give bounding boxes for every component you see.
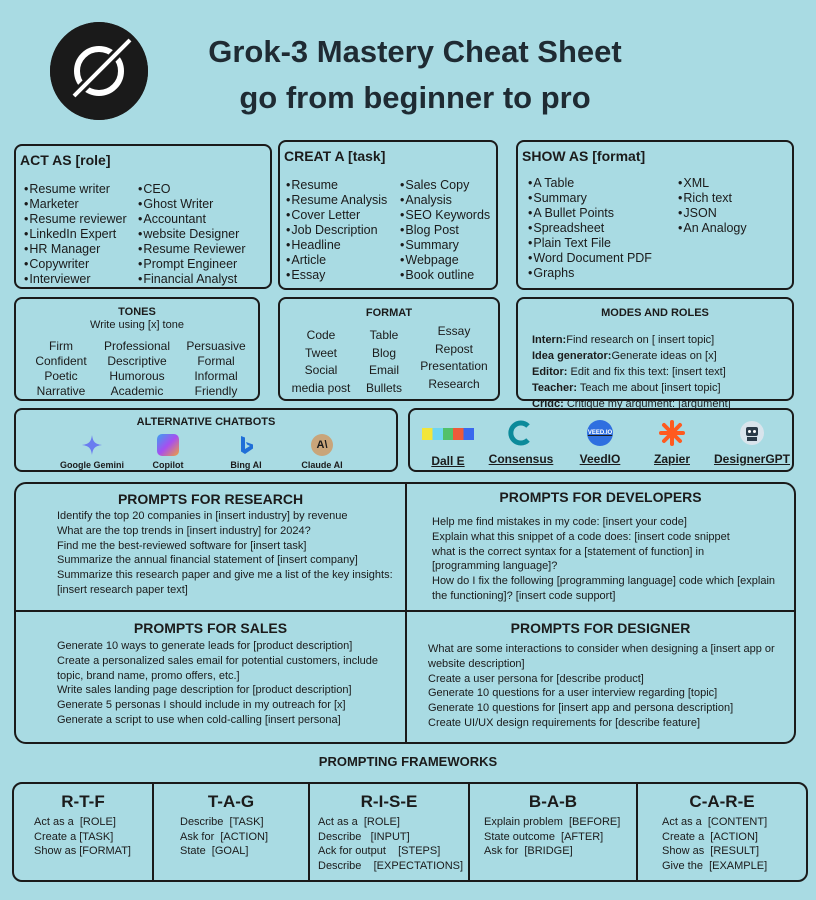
list-item: Repost	[434, 341, 474, 356]
page-subtitle: go from beginner to pro	[239, 80, 591, 115]
show-as-box	[516, 140, 794, 290]
act-as-col1	[24, 182, 127, 287]
chatbot-gemini[interactable]	[52, 434, 132, 470]
list-item: • website Designer	[138, 227, 246, 242]
act-as-col2	[138, 182, 246, 287]
developers-title: PROMPTS FOR DEVELOPERS	[499, 489, 702, 505]
format-title: FORMAT	[365, 307, 413, 319]
list-item: Tweet	[304, 345, 337, 360]
dalle-icon	[422, 428, 474, 440]
list-item: Academic	[110, 384, 164, 398]
list-item: Email	[368, 363, 399, 377]
list-item: Descriptive	[107, 354, 167, 368]
designer-title: PROMPTS FOR DESIGNER	[510, 620, 691, 636]
list-item: • XML	[678, 176, 747, 191]
tool-designergpt[interactable]	[712, 420, 792, 466]
research-title: PROMPTS FOR RESEARCH	[117, 491, 304, 507]
tools-box	[408, 408, 794, 472]
frameworks-box	[12, 782, 808, 882]
tool-zapier[interactable]	[644, 420, 700, 466]
list-item: Help me find mistakes in my code: [insert your code]	[432, 516, 687, 528]
list-item: Generate 5 personas I should include in my outreach for [x]	[57, 699, 346, 712]
list-item: What are some interactions to consider when designing a [insert app or	[428, 643, 775, 655]
list-item: Humorous	[109, 369, 165, 383]
bing-icon	[235, 434, 257, 456]
page-title: Grok-3 Mastery Cheat Sheet	[208, 34, 622, 69]
list-item: Find me the best-reviewed software for [insert task]	[57, 539, 307, 552]
list-item: • Resume	[286, 178, 387, 193]
grok-logo-icon	[50, 22, 148, 120]
tool-veedio[interactable]	[572, 420, 628, 466]
chatbot-label: Google Gemini	[59, 460, 124, 470]
list-item: Firm	[49, 339, 73, 353]
show-as-col2	[678, 176, 747, 236]
list-item: • SEO Keywords	[400, 208, 490, 223]
list-item: • Ghost Writer	[138, 197, 246, 212]
framework-name: B-A-B	[528, 792, 578, 811]
list-item: Generate 10 ways to generate leads for [product description]	[57, 640, 353, 652]
list-item: • Resume reviewer	[24, 212, 127, 227]
act-as-title: ACT AS [role]	[20, 152, 111, 168]
framework-lines: Act as a [ROLE] Create a [TASK] Show as [FORMAT]	[34, 816, 131, 857]
list-item: Summarize the annual financial statement of [insert company]	[57, 554, 358, 567]
list-item: • Copywriter	[24, 257, 127, 272]
designergpt-icon	[739, 420, 765, 446]
list-item: Intern:Find research on [ insert topic]	[532, 334, 715, 346]
framework-lines: Explain problem [BEFORE] State outcome [AFTER] Ask for [BRIDGE]	[484, 816, 621, 857]
list-item: Create a user persona for [describe product]	[428, 672, 644, 685]
zapier-icon	[659, 420, 685, 446]
list-item: Poetic	[44, 369, 78, 383]
framework-name: T-A-G	[207, 792, 255, 811]
list-item: • Financial Analyst	[138, 272, 246, 287]
list-item: Friendly	[194, 384, 238, 398]
claude-icon: A\	[311, 434, 333, 456]
framework-rise	[310, 784, 470, 880]
research-prompts	[57, 509, 397, 598]
designer-prompts	[428, 642, 788, 731]
tones-col1	[26, 339, 96, 399]
act-as-box	[14, 144, 272, 289]
list-item: Editor: Edit and fix this text: [insert text]	[532, 366, 726, 378]
format-col1	[286, 327, 356, 397]
list-item: • Sales Copy	[400, 178, 490, 193]
framework-lines: Act as a [CONTENT] Create a [ACTION] Show as [RESULT] Give the [EXAMPLE]	[662, 816, 768, 872]
chatbot-bing[interactable]	[206, 434, 286, 470]
list-item: • HR Manager	[24, 242, 127, 257]
list-item: Essay	[437, 324, 471, 338]
list-item: • Headline	[286, 238, 387, 253]
create-a-box	[278, 140, 498, 290]
gemini-icon	[81, 434, 103, 456]
list-item: Persuasive	[186, 339, 246, 353]
list-item: • Prompt Engineer	[138, 257, 246, 272]
consensus-icon	[508, 420, 534, 446]
chatbot-claude[interactable]	[282, 434, 362, 470]
chatbot-label: Copilot	[152, 460, 184, 470]
list-item: • JSON	[678, 206, 747, 221]
tones-col3	[180, 339, 252, 399]
list-item: Generate 10 questions for a user interview regarding [topic]	[428, 687, 718, 700]
list-item: Code	[306, 328, 336, 342]
list-item: Idea generator:Generate ideas on [x]	[532, 350, 717, 362]
list-item: • Summary	[528, 191, 652, 206]
list-item: Explain what this snippet of a code does: [insert code snippet	[432, 530, 730, 543]
list-item: • Cover Letter	[286, 208, 387, 223]
list-item: Write sales landing page description for [product description]	[57, 684, 352, 697]
show-as-col1	[528, 176, 652, 281]
frameworks-title: PROMPTING FRAMEWORKS	[318, 754, 498, 769]
list-item: Narrative	[36, 384, 86, 398]
list-item: • Resume Reviewer	[138, 242, 246, 257]
tool-label: Consensus	[488, 452, 554, 466]
list-item: [insert research paper text]	[57, 583, 188, 596]
prompts-vertical-divider	[405, 484, 407, 742]
tool-dalle[interactable]	[418, 422, 478, 468]
copilot-icon	[157, 434, 179, 456]
list-item: • Interviewer	[24, 272, 127, 287]
list-item: • A Bullet Points	[528, 206, 652, 221]
list-item: • A Table	[528, 176, 652, 191]
modes-list	[532, 332, 731, 412]
chatbots-box	[14, 408, 398, 472]
list-item: • Webpage	[400, 253, 490, 268]
list-item: • Job Description	[286, 223, 387, 238]
tones-box	[14, 297, 260, 401]
list-item: • Spreadsheet	[528, 221, 652, 236]
prompts-horizontal-divider	[16, 610, 794, 612]
list-item: Teacher: Teach me about [insert topic]	[532, 382, 721, 394]
list-item: • Marketer	[24, 197, 127, 212]
framework-rtf	[14, 784, 154, 880]
chatbot-label: Bing AI	[230, 460, 262, 470]
chatbots-title: ALTERNATIVE CHATBOTS	[136, 416, 276, 428]
create-a-col2	[400, 178, 490, 283]
list-item: • Graphs	[528, 266, 652, 281]
list-item: [programming language]?	[432, 560, 558, 573]
list-item: Social	[304, 363, 338, 377]
list-item: Generate 10 questions for [insert app and persona description]	[428, 702, 734, 715]
framework-care	[638, 784, 806, 880]
modes-title: MODES AND ROLES	[601, 307, 709, 319]
chatbot-label: Claude AI	[301, 460, 343, 470]
framework-tag	[154, 784, 310, 880]
list-item: • Blog Post	[400, 223, 490, 238]
tool-label: Dall E	[431, 454, 465, 468]
list-item: • Essay	[286, 268, 387, 283]
tones-col2	[98, 339, 176, 399]
tones-subtitle: Write using [x] tone	[90, 319, 184, 331]
framework-name: R-T-F	[61, 792, 105, 811]
list-item: Confident	[35, 354, 87, 368]
list-item: • An Analogy	[678, 221, 747, 236]
list-item: the functioning]? [insert code support]	[432, 589, 616, 602]
list-item: Identify the top 20 companies in [insert industry] by revenue	[57, 510, 348, 522]
list-item: Create UI/UX design requirements for [describe feature]	[428, 716, 701, 729]
list-item: Summarize this research paper and give me a list of the key insights:	[57, 569, 393, 582]
framework-name: C-A-R-E	[689, 792, 755, 811]
list-item: Professional	[103, 339, 171, 353]
create-a-title: CREAT A [task]	[284, 148, 386, 164]
format-col3	[414, 323, 494, 393]
framework-lines: Act as a [ROLE] Describe [INPUT] Ack for output [STEPS] Describe [EXPECTATIONS]	[318, 816, 464, 872]
list-item: media post	[291, 380, 351, 395]
create-a-col1	[286, 178, 387, 283]
list-item: • Summary	[400, 238, 490, 253]
developers-prompts	[432, 515, 788, 604]
tones-title: TONES	[118, 306, 156, 318]
list-item: Create a personalized sales email for potential customers, include	[57, 654, 378, 667]
list-item: Generate a script to use when cold-calling [insert persona]	[57, 713, 341, 726]
list-item: • Article	[286, 253, 387, 268]
framework-name: R-I-S-E	[360, 792, 418, 811]
tool-label: DesignerGPT	[713, 452, 791, 466]
list-item: Blog	[371, 345, 397, 360]
format-box	[278, 297, 500, 401]
list-item: website description]	[428, 657, 525, 670]
tool-consensus[interactable]	[486, 420, 556, 466]
chatbot-copilot[interactable]	[128, 434, 208, 470]
show-as-title: SHOW AS [format]	[522, 148, 646, 164]
list-item: Cridc: Critique my argument: [argument]	[532, 398, 731, 410]
list-item: • Analysis	[400, 193, 490, 208]
format-col2	[356, 327, 412, 397]
list-item: what is the correct syntax for a [statement of function] in	[432, 545, 705, 558]
list-item: • CEO	[138, 182, 246, 197]
list-item: Informal	[194, 369, 238, 383]
list-item: Bullets	[365, 380, 403, 395]
veed-icon: VEED.IO	[587, 420, 613, 446]
list-item: How do I fix the following [programming language] code which [explain	[432, 575, 776, 588]
framework-bab	[470, 784, 638, 880]
sales-title: PROMPTS FOR SALES	[133, 620, 288, 636]
list-item: topic, brand name, promo offers, etc.]	[57, 669, 240, 682]
tool-label: VeedIO	[579, 452, 621, 466]
list-item: • Resume Analysis	[286, 193, 387, 208]
list-item: Formal	[197, 354, 235, 368]
list-item: • Word Document PDF	[528, 251, 652, 266]
list-item: Table	[369, 328, 399, 342]
framework-lines: Describe [TASK] Ask for [ACTION] State [GOAL]	[180, 816, 269, 857]
prompts-box	[14, 482, 796, 744]
list-item: What are the top trends in [insert industry] for 2024?	[57, 524, 311, 537]
list-item: • Book outline	[400, 268, 490, 283]
sales-prompts	[57, 639, 397, 728]
list-item: Research	[428, 376, 480, 391]
tool-label: Zapier	[653, 452, 690, 466]
list-item: • LinkedIn Expert	[24, 227, 127, 242]
modes-box	[516, 297, 794, 410]
list-item: • Accountant	[138, 212, 246, 227]
list-item: • Rich text	[678, 191, 747, 206]
list-item: • Resume writer	[24, 182, 127, 197]
list-item: Presentation	[420, 359, 488, 373]
list-item: • Plain Text File	[528, 236, 652, 251]
